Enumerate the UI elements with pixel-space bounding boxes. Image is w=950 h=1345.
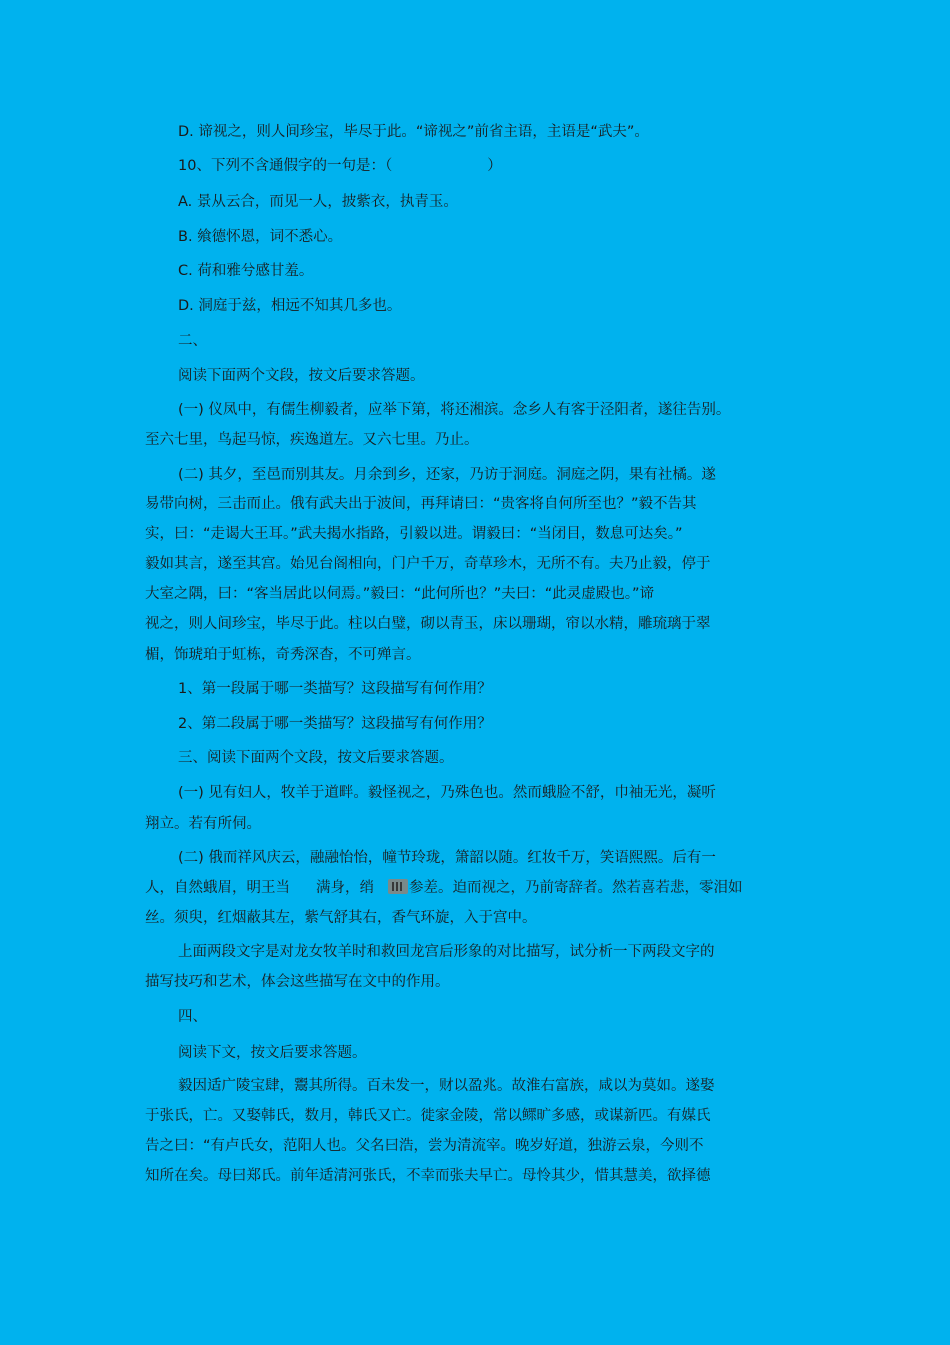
passage-2-line-7: 楣，饰琥珀于虹栋，奇秀深杳，不可殚言。 xyxy=(145,647,421,663)
passage-5-line-1: 毅因适广陵宝肆，鬻其所得。百未发一，财以盈兆。故淮右富族，咸以为莫如。遂娶 xyxy=(178,1078,715,1094)
task-3-line-2: 描写技巧和艺术，体会这些描写在文中的作用。 xyxy=(145,974,450,990)
passage-1-line-2: 至六七里，鸟起马惊，疾逸道左。又六七里。乃止。 xyxy=(145,432,479,448)
passage-4-line-2-part-1: 人，自然蛾眉，明王当 xyxy=(145,880,290,896)
option-d: D. 洞庭于兹，相远不知其几多也。 xyxy=(178,298,402,314)
question-10-text: 10、下列不含通假字的一句是：（ xyxy=(178,158,393,174)
passage-2-line-5: 大室之隅，曰：“客当居此以伺焉。”毅曰：“此何所也？”夫曰：“此灵虚殿也。”谛 xyxy=(145,586,655,602)
instruction-2: 阅读下面两个文段，按文后要求答题。 xyxy=(178,368,425,384)
passage-2-line-2: 易带向树，三击而止。俄有武夫出于波间，再拜请曰：“贵客将自何所至也？”毅不告其 xyxy=(145,496,697,512)
passage-2-line-3: 实，曰：“走谒大王耳。”武夫揭水指路，引毅以进。谓毅曰：“当闭目，数息可达矣。” xyxy=(145,526,683,542)
passage-1-line-1: (一) 仪凤中，有儒生柳毅者，应举下第，将还湘滨。念乡人有客于泾阳者，遂往告别。 xyxy=(178,402,731,418)
image-fragment-icon xyxy=(388,879,408,894)
passage-5-line-2: 于张氏，亡。又娶韩氏，数月，韩氏又亡。徙家金陵，常以鳏旷多感，或谋新匹。有媒氏 xyxy=(145,1108,711,1124)
section-heading-3: 三、阅读下面两个文段，按文后要求答题。 xyxy=(178,750,454,766)
passage-4-line-2 xyxy=(145,878,743,898)
passage-5-line-4: 知所在矣。母曰郑氏。前年适清河张氏，不幸而张夫早亡。母怜其少，惜其慧美，欲择德 xyxy=(145,1168,711,1184)
passage-4-line-2-part-3: 参差。迫而视之，乃前寄辞者。然若喜若悲，零泪如 xyxy=(409,880,743,896)
question-1: 1、第一段属于哪一类描写？这段描写有何作用？ xyxy=(178,681,492,697)
section-heading-2: 二、 xyxy=(178,333,207,349)
option-b: B. 飨德怀恩，词不悉心。 xyxy=(178,229,343,245)
passage-2-line-1: (二) 其夕，至邑而别其友。月余到乡，还家，乃访于洞庭。洞庭之阴，果有社橘。遂 xyxy=(178,467,716,483)
question-10-close-paren: ） xyxy=(487,158,502,174)
question-10 xyxy=(178,156,502,176)
passage-4-line-1: (二) 俄而祥风庆云，融融怡怡，幢节玲珑，箫韶以随。红妆千万，笑语熙熙。后有一 xyxy=(178,850,716,866)
instruction-4: 阅读下文，按文后要求答题。 xyxy=(178,1045,367,1061)
passage-4-line-2-part-2: 满身，绡 xyxy=(316,880,374,896)
section-heading-4: 四、 xyxy=(178,1009,207,1025)
passage-3-line-1: (一) 见有妇人，牧羊于道畔。毅怪视之，乃殊色也。然而蛾脸不舒，巾袖无光，凝听 xyxy=(178,785,716,801)
option-a: A. 景从云合，而见一人，披紫衣，执青玉。 xyxy=(178,194,458,210)
passage-3-line-2: 翔立。若有所伺。 xyxy=(145,816,261,832)
passage-5-line-3: 告之曰：“有卢氏女，范阳人也。父名曰浩，尝为清流宰。晚岁好道，独游云泉，今则不 xyxy=(145,1138,704,1154)
question-2: 2、第二段属于哪一类描写？这段描写有何作用？ xyxy=(178,716,492,732)
passage-4-line-3: 丝。须臾，红烟蔽其左，紫气舒其右，香气环旋，入于宫中。 xyxy=(145,910,537,926)
option-d-line: D. 谛视之，则人间珍宝，毕尽于此。“谛视之”前省主语，主语是“武夫”。 xyxy=(178,124,649,140)
task-3-line-1: 上面两段文字是对龙女牧羊时和救回龙宫后形象的对比描写，试分析一下两段文字的 xyxy=(178,944,715,960)
passage-2-line-6: 视之，则人间珍宝，毕尽于此。柱以白璧，砌以青玉，床以珊瑚，帘以水精，雕琉璃于翠 xyxy=(145,616,711,632)
option-c: C. 荷和雅兮感甘羞。 xyxy=(178,263,314,279)
passage-2-line-4: 毅如其言，遂至其宫。始见台阁相向，门户千万，奇草珍木，无所不有。夫乃止毅，停于 xyxy=(145,556,711,572)
